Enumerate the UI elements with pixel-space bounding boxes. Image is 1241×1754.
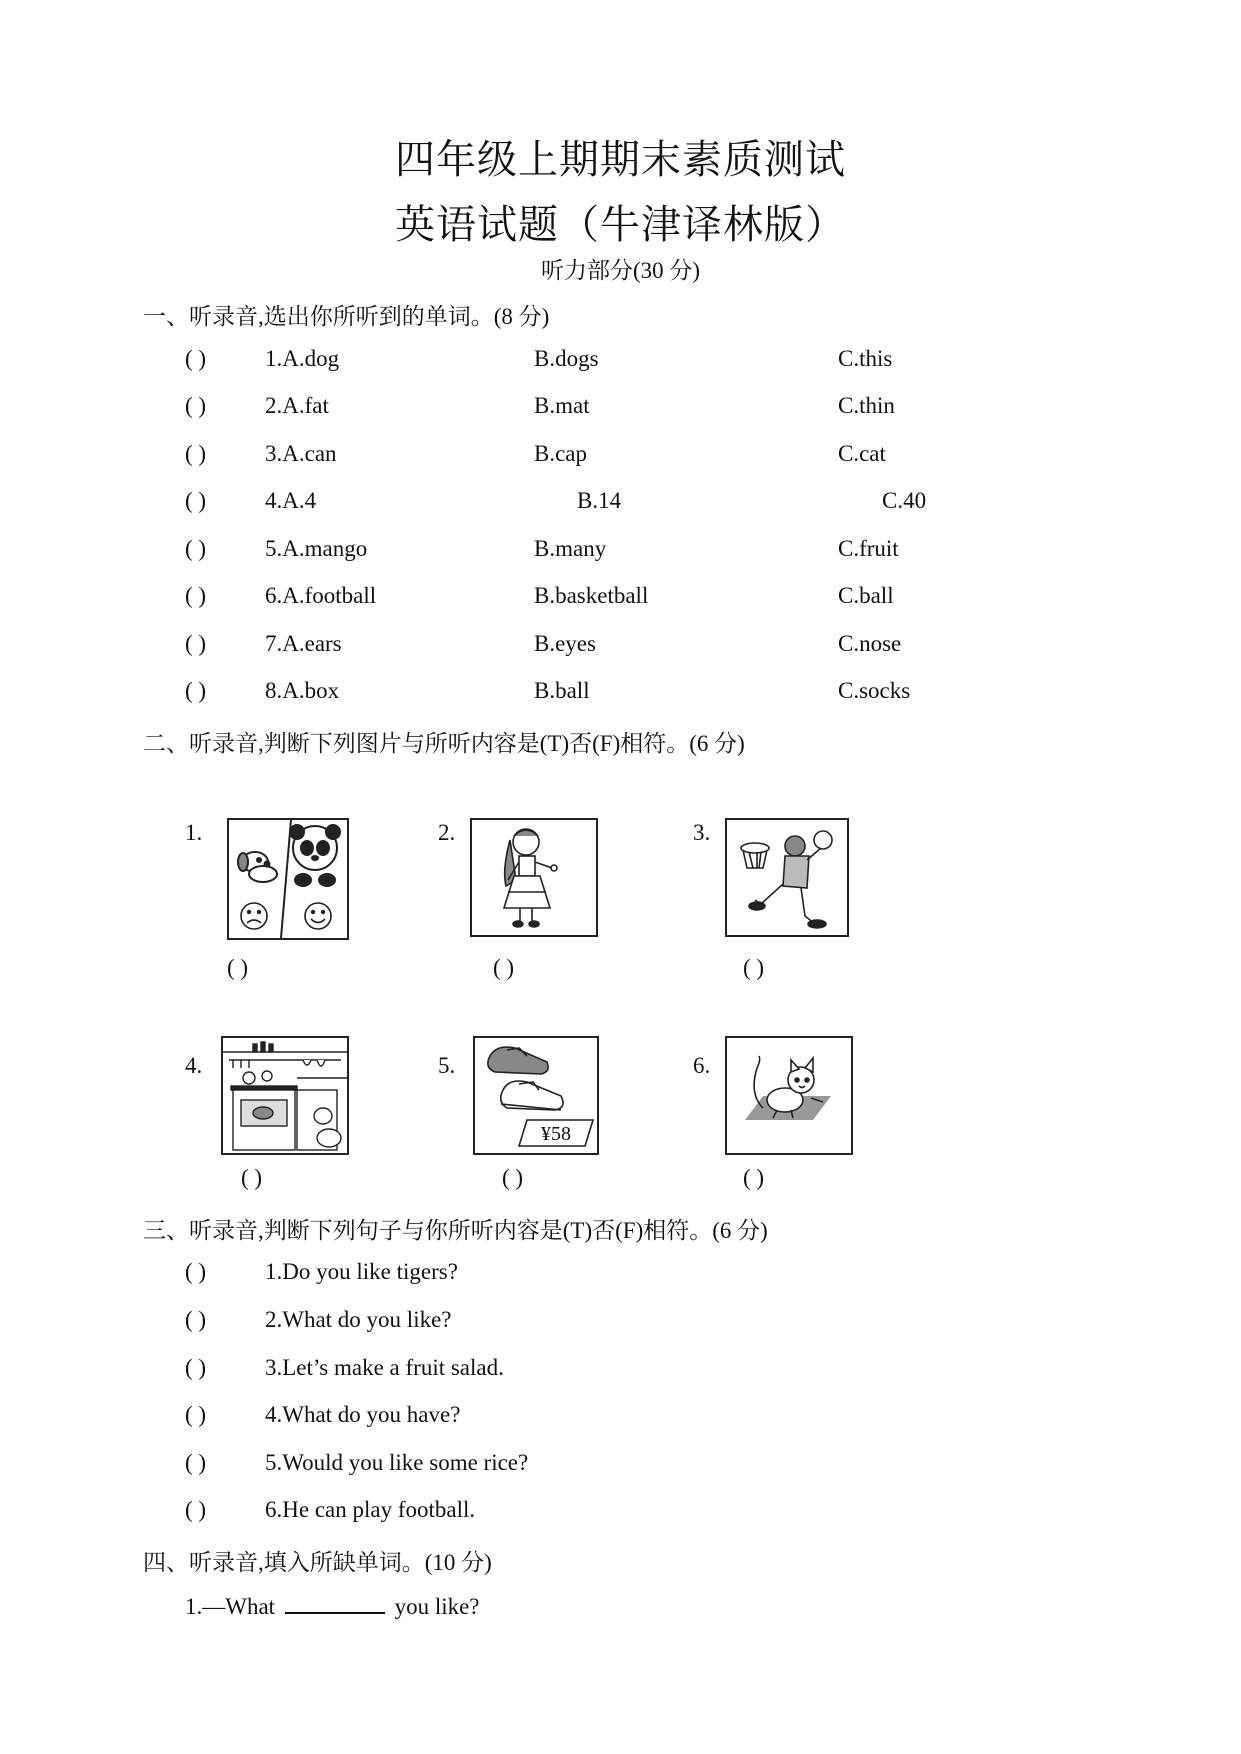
option-c: C.fruit [838, 536, 899, 561]
option-b: B.ball [534, 678, 590, 703]
option-c: C.ball [838, 583, 894, 608]
answer-bracket[interactable]: ( ) [185, 488, 207, 513]
list-item [0, 631, 1241, 665]
happy-face-icon [305, 903, 331, 929]
answer-bracket[interactable]: ( ) [185, 1307, 207, 1332]
picture-number: 1. [185, 820, 203, 845]
answer-bracket[interactable]: ( ) [185, 678, 207, 703]
answer-bracket[interactable]: ( ) [493, 955, 515, 980]
option-b: B.dogs [534, 346, 599, 371]
kitchen-icon [223, 1042, 347, 1150]
picture-dog-panda [227, 818, 349, 940]
list-item [0, 536, 1241, 570]
picture-number: 3. [693, 820, 711, 845]
list-item [0, 488, 1241, 522]
option-a: 3.A.can [265, 441, 337, 466]
option-a: 4.A.4 [265, 488, 317, 513]
fill-blank-question [0, 1592, 1241, 1626]
option-c: C.thin [838, 393, 895, 418]
picture-shoes [473, 1036, 599, 1155]
question-suffix: you like? [394, 1594, 480, 1619]
answer-bracket[interactable]: ( ) [502, 1165, 524, 1190]
option-b: B.14 [577, 488, 622, 513]
option-a: 5.A.mango [265, 536, 368, 561]
sad-face-icon [241, 903, 267, 929]
option-a: 6.A.football [265, 583, 377, 608]
list-item [0, 441, 1241, 475]
option-b: B.cap [534, 441, 588, 466]
option-a: 1.A.dog [265, 346, 340, 371]
option-c: C.this [838, 346, 893, 371]
option-b: B.many [534, 536, 607, 561]
blank-line[interactable] [285, 1592, 385, 1614]
list-item [0, 346, 1241, 380]
sentence-text: 2.What do you like? [265, 1307, 452, 1332]
answer-bracket[interactable]: ( ) [185, 1450, 207, 1475]
answer-bracket[interactable]: ( ) [227, 955, 249, 980]
list-item [0, 1259, 1241, 1293]
sentence-text: 4.What do you have? [265, 1402, 461, 1427]
option-a: 8.A.box [265, 678, 340, 703]
list-item [0, 678, 1241, 712]
question-prefix: 1.—What [185, 1594, 276, 1619]
answer-bracket[interactable]: ( ) [185, 1497, 207, 1522]
picture-number: 5. [438, 1053, 456, 1078]
answer-bracket[interactable]: ( ) [743, 1165, 765, 1190]
answer-bracket[interactable]: ( ) [185, 441, 207, 466]
shoes-icon [488, 1047, 563, 1110]
option-c: C.cat [838, 441, 886, 466]
list-item [0, 1355, 1241, 1389]
answer-bracket[interactable]: ( ) [185, 1259, 207, 1284]
part-label: 听力部分(30 分) [540, 258, 701, 283]
list-item [0, 1307, 1241, 1341]
list-item [0, 1497, 1241, 1531]
answer-bracket[interactable]: ( ) [185, 393, 207, 418]
answer-bracket[interactable]: ( ) [743, 955, 765, 980]
girl-icon [504, 829, 557, 927]
price-label: ¥58 [541, 1123, 571, 1145]
option-b: B.basketball [534, 583, 649, 608]
panda-icon [290, 825, 340, 886]
page-subtitle: 英语试题（牛津译林版） [395, 202, 846, 247]
option-c: C.40 [882, 488, 927, 513]
sentence-text: 6.He can play football. [265, 1497, 476, 1522]
picture-girl [470, 818, 598, 937]
section2-heading: 二、听录音,判断下列图片与所听内容是(T)否(F)相符。(6 分) [143, 731, 745, 756]
sentence-text: 3.Let’s make a fruit salad. [265, 1355, 504, 1380]
answer-bracket[interactable]: ( ) [185, 631, 207, 656]
answer-bracket[interactable]: ( ) [185, 583, 207, 608]
picture-cat [725, 1036, 853, 1155]
list-item [0, 393, 1241, 427]
answer-bracket[interactable]: ( ) [241, 1165, 263, 1190]
option-c: C.nose [838, 631, 902, 656]
option-b: B.eyes [534, 631, 596, 656]
answer-bracket[interactable]: ( ) [185, 1402, 207, 1427]
picture-number: 4. [185, 1053, 203, 1078]
option-b: B.mat [534, 393, 590, 418]
answer-bracket[interactable]: ( ) [185, 346, 207, 371]
option-a: 2.A.fat [265, 393, 329, 418]
section1-heading: 一、听录音,选出你所听到的单词。(8 分) [143, 304, 550, 329]
picture-number: 2. [438, 820, 456, 845]
sentence-text: 5.Would you like some rice? [265, 1450, 529, 1475]
section3-heading: 三、听录音,判断下列句子与你所听内容是(T)否(F)相符。(6 分) [143, 1218, 768, 1243]
list-item [0, 1450, 1241, 1484]
page-title: 四年级上期期末素质测试 [395, 137, 846, 182]
picture-basketball [725, 818, 849, 937]
answer-bracket[interactable]: ( ) [185, 536, 207, 561]
player-icon [749, 831, 832, 928]
answer-bracket[interactable]: ( ) [185, 1355, 207, 1380]
section4-heading: 四、听录音,填入所缺单词。(10 分) [143, 1550, 492, 1575]
picture-number: 6. [693, 1053, 711, 1078]
list-item [0, 583, 1241, 617]
sentence-text: 1.Do you like tigers? [265, 1259, 458, 1284]
basketball-hoop-icon [741, 843, 769, 868]
list-item [0, 1402, 1241, 1436]
dog-icon [238, 852, 277, 882]
option-c: C.socks [838, 678, 911, 703]
picture-kitchen [221, 1036, 349, 1155]
option-a: 7.A.ears [265, 631, 342, 656]
